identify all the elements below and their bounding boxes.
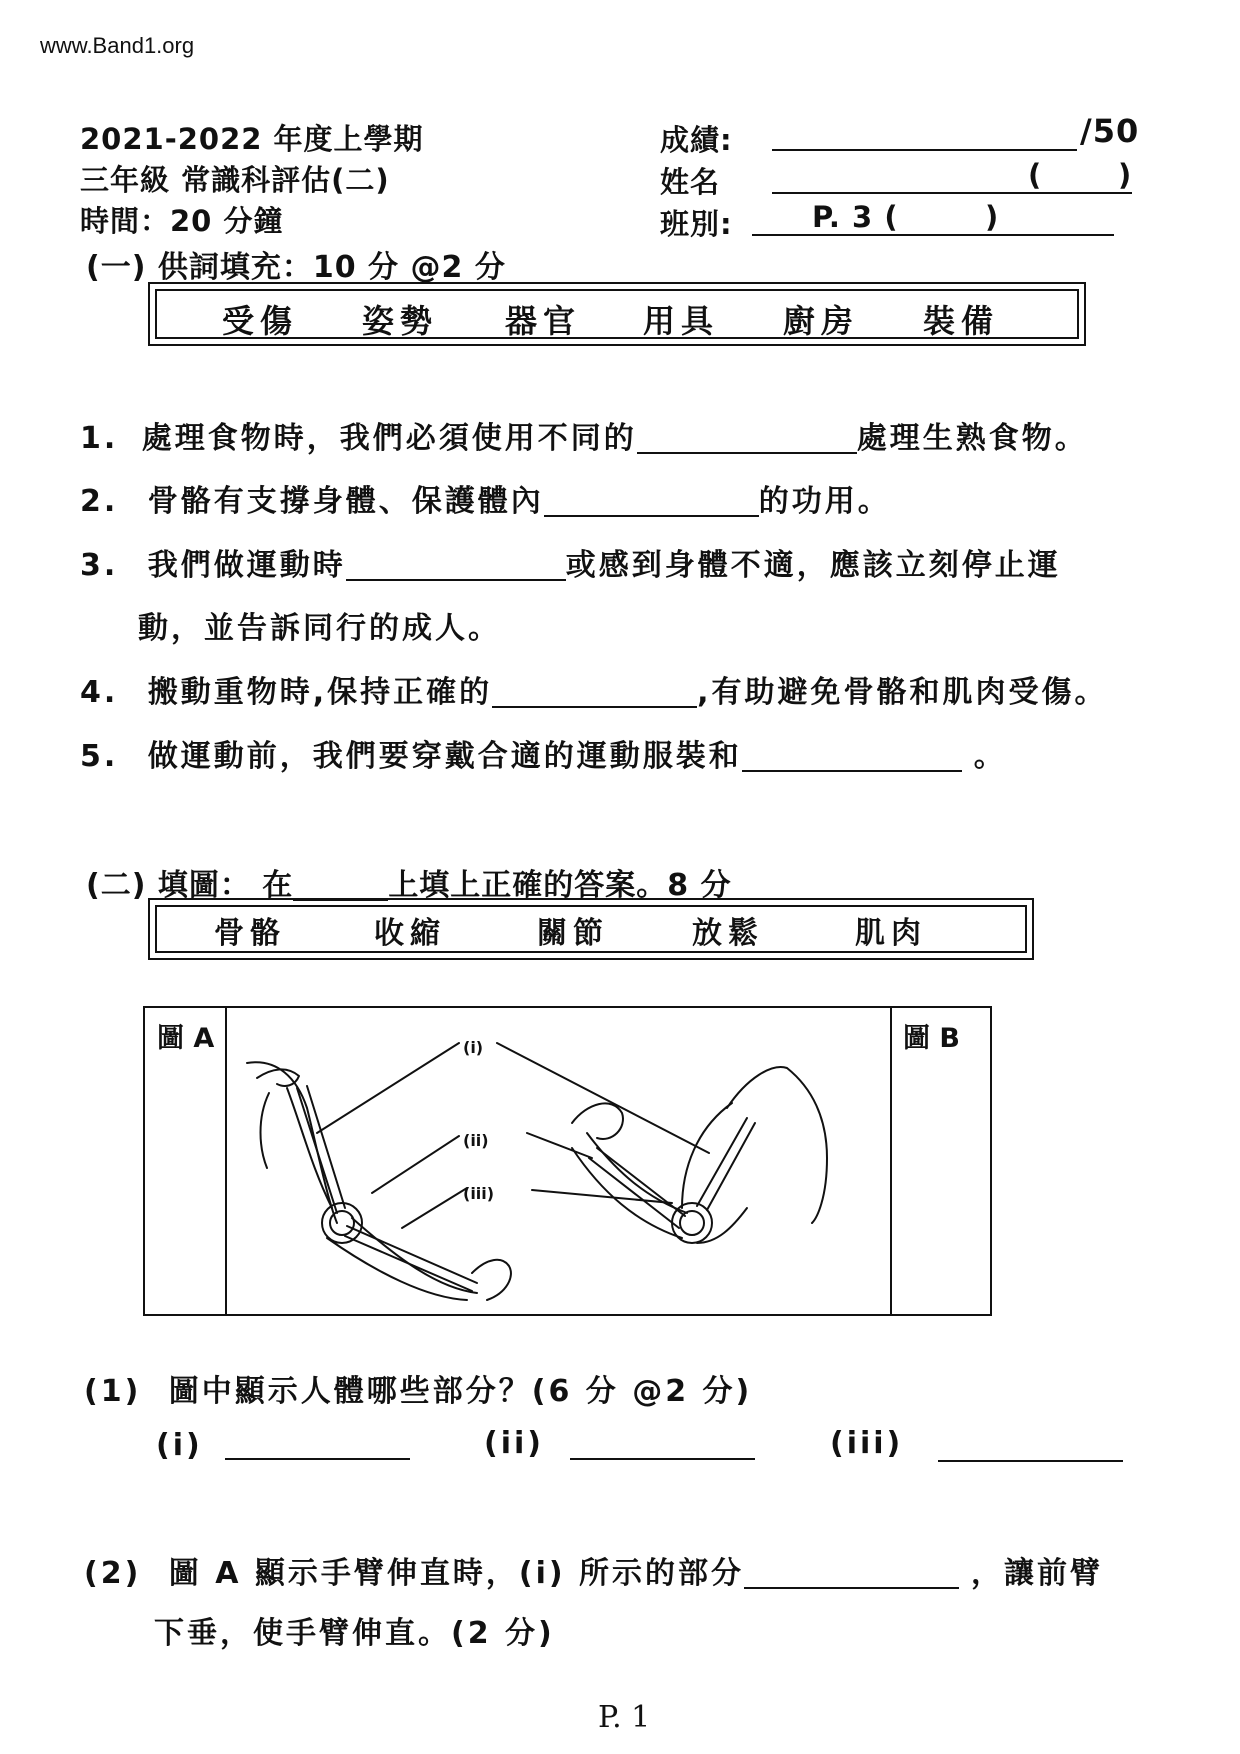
arm-a-drawing bbox=[247, 1062, 511, 1300]
word-bank-item: 用具 bbox=[643, 302, 720, 340]
time-limit: 時間：20 分鐘 bbox=[80, 204, 284, 238]
section1-heading: (一) 供詞填充：10 分 @2 分 bbox=[86, 250, 506, 285]
question-3-continued: 動，並告訴同行的成人。 bbox=[138, 611, 501, 646]
arm-a-muscle bbox=[287, 1088, 332, 1208]
word-bank-item: 器官 bbox=[505, 302, 582, 340]
answer-blank-4[interactable] bbox=[492, 676, 697, 708]
question-text: 處理生熟食物。 bbox=[856, 421, 1088, 456]
question-1 bbox=[80, 413, 1088, 457]
figure-b-label: 圖 B bbox=[903, 1023, 960, 1054]
name-label: 姓名 bbox=[660, 165, 721, 199]
heading-blank-sample bbox=[293, 869, 388, 901]
word-bank-item: 受傷 bbox=[222, 302, 299, 340]
callout-ii: (ii) bbox=[463, 1131, 489, 1150]
part-label-ii: (ii) bbox=[484, 1426, 544, 1461]
question-3 bbox=[80, 540, 1061, 584]
question-4 bbox=[80, 667, 1108, 711]
watermark: www.Band1.org bbox=[40, 33, 195, 58]
callout-i-line-a bbox=[317, 1043, 459, 1133]
question-text: 圖 A 顯示手臂伸直時，(i) 所示的部分 bbox=[168, 1556, 745, 1591]
score-field[interactable] bbox=[772, 119, 1077, 151]
question-text: 搬動重物時,保持正確的 bbox=[147, 675, 493, 710]
answer-blank-1[interactable] bbox=[637, 422, 857, 454]
arm-a-bone-humerus bbox=[297, 1086, 345, 1213]
arm-b-fist bbox=[572, 1103, 623, 1139]
word-bank-item: 肌肉 bbox=[855, 916, 927, 951]
word-bank-item: 姿勢 bbox=[362, 302, 439, 340]
callout-i-line-b bbox=[497, 1043, 709, 1153]
question-number: 4. bbox=[80, 675, 119, 710]
arm-a-elbow-joint bbox=[322, 1203, 362, 1243]
arm-diagram bbox=[143, 1006, 992, 1316]
arm-b-forearm-bottom bbox=[572, 1148, 682, 1238]
arm-b-elbow-joint-inner bbox=[680, 1211, 704, 1235]
question-number: 2. bbox=[80, 484, 119, 519]
score-label: 成績: bbox=[660, 123, 733, 157]
callout-iii-line-b bbox=[532, 1190, 672, 1203]
answer-blank-part-ii[interactable] bbox=[570, 1458, 755, 1460]
callout-ii-line-b bbox=[527, 1133, 592, 1158]
word-bank-item: 廚房 bbox=[783, 302, 860, 340]
grade-subject: 三年級 常識科評估(二) bbox=[80, 163, 390, 197]
figure-question-2-continued: 下垂，使手臂伸直。(2 分) bbox=[154, 1616, 555, 1651]
figure-question-1 bbox=[84, 1366, 752, 1410]
term-title: 2021-2022 年度上學期 bbox=[80, 122, 424, 156]
word-bank-item: 關節 bbox=[537, 916, 609, 951]
word-bank-2 bbox=[148, 898, 1034, 960]
arm-illustration bbox=[227, 1008, 890, 1312]
callout-iii: (iii) bbox=[463, 1184, 495, 1203]
name-number-open: ( bbox=[1028, 158, 1043, 192]
question-number: 5. bbox=[80, 739, 119, 774]
question-text: ，讓前臂 bbox=[971, 1556, 1104, 1591]
question-5 bbox=[80, 731, 1007, 775]
callout-iii-line-a bbox=[402, 1188, 467, 1228]
part-label-iii: (iii) bbox=[830, 1426, 904, 1461]
question-text: 骨骼有支撐身體、保護體內 bbox=[147, 484, 544, 519]
arm-b-upper-bone bbox=[697, 1118, 755, 1210]
question-text: 圖中顯示人體哪些部分？(6 分 @2 分) bbox=[168, 1374, 753, 1409]
word-bank-item: 放鬆 bbox=[692, 916, 764, 951]
word-bank-1 bbox=[148, 282, 1086, 346]
score-total: /50 bbox=[1080, 112, 1140, 150]
word-bank-item: 裝備 bbox=[923, 302, 1000, 340]
arm-b-forearm-top bbox=[587, 1133, 687, 1213]
question-text: ,有助避免骨骼和肌肉受傷。 bbox=[697, 675, 1108, 710]
answer-blank-q2[interactable] bbox=[744, 1557, 959, 1589]
arm-a-upper-outline bbox=[261, 1093, 270, 1168]
question-text: 處理食物時，我們必須使用不同的 bbox=[141, 421, 637, 456]
question-text: 或感到身體不適，應該立刻停止運 bbox=[565, 548, 1061, 583]
arm-a-elbow-joint-inner bbox=[330, 1211, 354, 1235]
class-field[interactable] bbox=[752, 204, 1114, 236]
question-text: 做運動前，我們要穿戴合適的運動服裝和 bbox=[147, 739, 742, 774]
question-number: (1) bbox=[84, 1374, 142, 1409]
figure-divider-right bbox=[890, 1008, 892, 1314]
word-bank-item: 收縮 bbox=[374, 916, 446, 951]
class-number-close: ) bbox=[985, 200, 1000, 234]
class-value: P. 3 ( bbox=[812, 200, 899, 234]
answer-blank-part-i[interactable] bbox=[225, 1458, 410, 1460]
arm-a-hand bbox=[257, 1069, 299, 1086]
answer-blank-3[interactable] bbox=[346, 549, 566, 581]
answer-blank-part-iii[interactable] bbox=[938, 1460, 1123, 1462]
question-2 bbox=[80, 476, 891, 520]
name-number-close: ) bbox=[1118, 158, 1133, 192]
figure-a-label: 圖 A bbox=[157, 1023, 215, 1054]
arm-b-biceps bbox=[682, 1103, 732, 1208]
part-label-i: (i) bbox=[156, 1428, 203, 1463]
answer-blank-2[interactable] bbox=[544, 485, 759, 517]
class-label: 班別: bbox=[660, 207, 733, 241]
callout-ii-line-a bbox=[372, 1136, 459, 1193]
question-text: 。 bbox=[973, 739, 1007, 774]
arm-b-elbow-joint bbox=[672, 1203, 712, 1243]
arm-a-forearm-bones bbox=[345, 1226, 477, 1291]
name-field[interactable] bbox=[772, 162, 1132, 194]
figure-question-2 bbox=[84, 1548, 1103, 1592]
question-number: (2) bbox=[84, 1556, 142, 1591]
arm-b-drawing bbox=[572, 1067, 827, 1243]
question-text: 我們做運動時 bbox=[147, 548, 346, 583]
page-number: P. 1 bbox=[598, 1700, 651, 1735]
question-text: 的功用。 bbox=[758, 484, 891, 519]
callout-i: (i) bbox=[463, 1038, 484, 1057]
word-bank-item: 骨骼 bbox=[214, 916, 286, 951]
question-number: 3. bbox=[80, 548, 119, 583]
section2-heading-start: (二) 填圖： 在 bbox=[86, 868, 294, 903]
section2-heading-end: 上填上正確的答案。8 分 bbox=[388, 868, 732, 903]
question-number: 1. bbox=[80, 421, 119, 456]
answer-blank-5[interactable] bbox=[742, 740, 962, 772]
arm-a-fist bbox=[472, 1260, 511, 1300]
